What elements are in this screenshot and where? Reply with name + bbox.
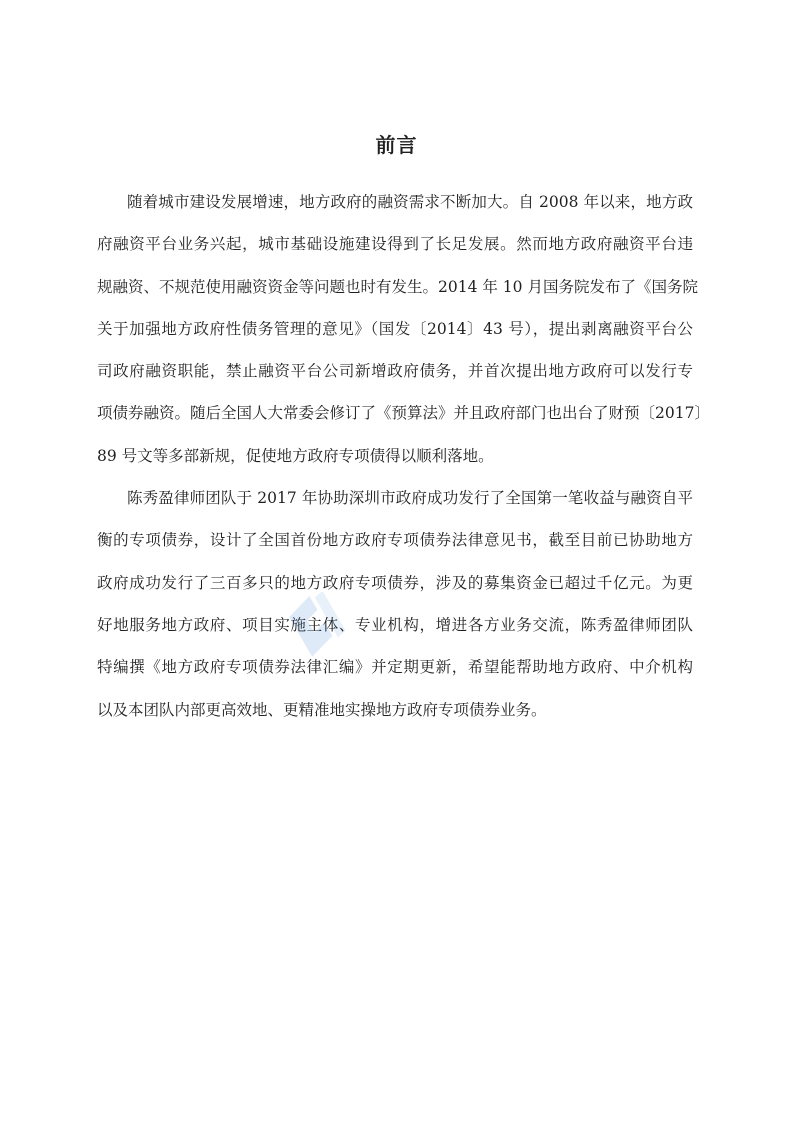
- paragraph-line: 以及本团队内部更高效地、更精准地实操地方政府专项债券业务。: [97, 700, 547, 719]
- paragraph-line: 项债券融资。随后全国人大常委会修订了《预算法》并且政府部门也出台了财预〔2017〕: [97, 404, 710, 423]
- paragraph-line: 陈秀盈律师团队于 2017 年协助深圳市政府成功发行了全国第一笔收益与融资自平: [127, 489, 693, 508]
- paragraph-line: 府融资平台业务兴起，城市基础设施建设得到了长足发展。然而地方政府融资平台违: [97, 235, 693, 254]
- paragraph-line: 规融资、不规范使用融资资金等问题也时有发生。2014 年 10 月国务院发布了《国务院: [97, 277, 698, 296]
- paragraph-2: [97, 477, 693, 731]
- paragraph-line: 特编撰《地方政府专项债券法律汇编》并定期更新，希望能帮助地方政府、中介机构: [97, 658, 693, 677]
- page-title: 前言: [375, 133, 418, 157]
- preface-body: [97, 181, 710, 731]
- paragraph-line: 随着城市建设发展增速，地方政府的融资需求不断加大。自 2008 年以来，地方政: [127, 193, 693, 211]
- paragraph-line: 好地服务地方政府、项目实施主体、专业机构，增进各方业务交流，陈秀盈律师团队: [97, 615, 693, 634]
- paragraph-line: 衡的专项债券，设计了全国首份地方政府专项债券法律意见书，截至目前已协助地方: [97, 531, 693, 550]
- paragraph-1: [97, 181, 710, 477]
- paragraph-line: 关于加强地方政府性债务管理的意见》（国发〔2014〕43 号），提出剥离融资平台公: [97, 319, 693, 338]
- paragraph-line: 89 号文等多部新规，促使地方政府专项债得以顺利落地。: [97, 446, 494, 465]
- paragraph-line: 司政府融资职能，禁止融资平台公司新增政府债务，并首次提出地方政府可以发行专: [97, 362, 693, 381]
- paragraph-line: 政府成功发行了三百多只的地方政府专项债券，涉及的募集资金已超过千亿元。为更: [97, 573, 693, 592]
- law-firm-logo-watermark-icon: [282, 592, 346, 664]
